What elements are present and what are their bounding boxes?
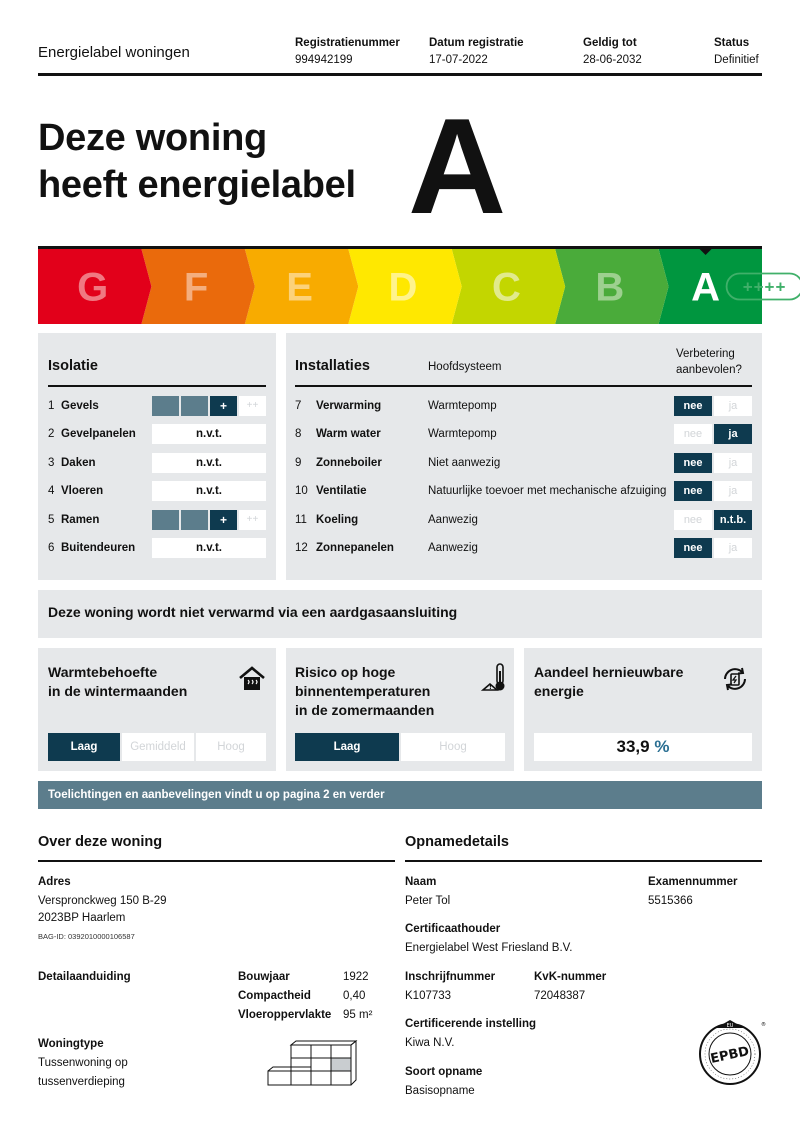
row-number: 5 [48,514,55,526]
row-number: 12 [295,542,308,554]
svg-text:EU: EU [726,1023,734,1029]
advice-yes: n.t.b. [714,510,752,530]
row-number: 11 [295,514,307,526]
rating-step-2 [181,510,208,530]
risico-title: Risico op hoge binnentemperaturen in de zomermaanden [295,664,435,718]
row-label: Daken [61,457,96,469]
isolatie-row-vloeren [48,481,103,501]
hernieuwbaar-title: Aandeel hernieuwbare energie [534,664,684,699]
isolatie-row-gevelpanelen [48,424,136,444]
compactheid-value: 0,40 [343,990,366,1002]
compactheid-label: Compactheid [238,990,311,1002]
energy-scale-graphic [38,246,787,324]
scale-letter-a: A [691,265,721,310]
hero-heading: Deze woning heeft energielabel [38,117,356,206]
woningtype-line-1: Tussenwoning op [38,1057,128,1069]
certificaathouder-label: Certificaathouder [405,923,501,935]
isolatie-value: n.v.t. [152,538,266,558]
row-number: 3 [48,457,55,469]
advice-no: nee [674,453,712,473]
advice-yes: ja [714,396,752,416]
row-number: 7 [295,400,302,412]
soort-value: Basisopname [405,1085,475,1097]
valid-until: Geldig tot 28-06-2032 [583,37,642,66]
advice-yes: ja [714,453,752,473]
woningtype-label: Woningtype [38,1038,104,1050]
isolatie-rating [152,510,266,530]
bag-id: BAG-ID: 0392010000106587 [38,932,135,941]
installaties-rule [295,385,752,387]
adres-line-1: Verspronckweg 150 B-29 [38,895,167,907]
certificaathouder-value: Energielabel West Friesland B.V. [405,942,573,954]
row-number: 9 [295,457,302,469]
row-label: Ramen [61,514,100,526]
advice-yes: ja [714,481,752,501]
row-label: Zonnepanelen [316,542,394,554]
naam-label: Naam [405,876,437,888]
isolatie-value: n.v.t. [152,481,266,501]
rating-step-3: + [210,510,237,530]
rating-step-1 [152,396,179,416]
inschrijfnummer-value: K107733 [405,990,452,1002]
row-number: 6 [48,542,55,554]
hoofdsysteem-value: Natuurlijke toevoer met mechanische afzuiging [428,485,667,497]
oppervlakte-label: Vloeroppervlakte [238,1009,332,1021]
energy-label-scale [38,246,787,324]
installatie-row-ventilatie [295,481,367,501]
renewable-share-value: 33,9 % [534,733,752,761]
rating-step-3: + [210,396,237,416]
document-header [38,36,762,76]
row-label: Buitendeuren [61,542,136,554]
installatie-row-zonneboiler [295,453,382,473]
adres-line-2: 2023BP Haarlem [38,912,126,924]
advice-toggle [674,538,752,558]
isolatie-rating [152,396,266,416]
row-label: Verwarming [316,400,382,412]
hoofdsysteem-value: Niet aanwezig [428,457,501,469]
installatie-row-koeling [295,510,358,530]
energy-label-letter: A [408,90,507,242]
advice-no: nee [674,396,712,416]
oppervlakte-value: 95 m² [343,1009,373,1021]
row-number: 4 [48,485,55,497]
renewable-cycle-icon [720,664,750,699]
scale-top-line [38,246,762,249]
row-number: 8 [295,428,302,440]
risico-scale [295,733,505,761]
isolatie-row-daken [48,453,96,473]
row-label: Gevels [61,400,99,412]
level-hoog: Hoog [401,733,505,761]
installatie-row-verwarming [295,396,381,416]
hoofdsysteem-value: Aanwezig [428,542,478,554]
advice-no: nee [674,538,712,558]
isolatie-rule [48,385,266,387]
gas-statement: Deze woning wordt niet verwarmd via een aardgasaansluiting [48,604,458,620]
installatie-row-warm-water [295,424,381,444]
row-number: 2 [48,428,55,440]
level-hoog: Hoog [196,733,266,761]
level-gemiddeld: Gemiddeld [122,733,194,761]
row-number: 1 [48,400,55,412]
instelling-label: Certificerende instelling [405,1018,537,1030]
row-label: Zonneboiler [316,457,382,469]
scale-letter-g: G [77,265,109,310]
info-bar: Toelichtingen en aanbevelingen vindt u op pagina 2 en verder [38,781,762,809]
inschrijfnummer-label: Inschrijfnummer [405,971,496,983]
bouwjaar-value: 1922 [343,971,369,983]
examennummer-label: Examennummer [648,876,738,888]
examennummer-value: 5515366 [648,895,693,907]
advice-toggle [674,510,752,530]
row-label: Ventilatie [316,485,367,497]
hoofdsysteem-value: Warmtepomp [428,428,497,440]
advice-toggle [674,453,752,473]
advice-yes: ja [714,538,752,558]
isolatie-row-buitendeuren [48,538,135,558]
scale-letter-c: C [491,265,521,310]
advice-no: nee [674,481,712,501]
isolatie-row-ramen [48,510,99,530]
registration-number: Registratienummer 994942199 [295,37,400,66]
hoofdsysteem-value: Aanwezig [428,514,478,526]
instelling-value: Kiwa N.V. [405,1037,455,1049]
isolatie-value: n.v.t. [152,453,266,473]
advice-toggle [674,424,752,444]
advice-toggle [674,396,752,416]
svg-text:!: ! [489,684,492,691]
scale-letter-e: E [286,265,313,310]
status: Status Definitief [714,37,759,66]
woningtype-line-2: tussenverdieping [38,1076,125,1088]
kvk-value: 72048387 [534,990,586,1002]
opname-title: Opnamedetails [405,834,509,850]
hoofdsysteem-value: Warmtepomp [428,400,497,412]
thermometer-warning-icon [482,662,508,697]
warmtebehoefte-title: Warmtebehoefte in de wintermaanden [48,664,188,699]
hoofdsysteem-header: Hoofdsysteem [428,361,502,373]
row-number: 10 [295,485,308,497]
scale-letter-b: B [595,265,625,310]
kvk-label: KvK-nummer [534,971,607,983]
opname-rule [405,860,762,862]
level-laag: Laag [48,733,120,761]
rating-step-1 [152,510,179,530]
advice-no: nee [674,510,712,530]
installatie-row-zonnepanelen [295,538,394,558]
soort-label: Soort opname [405,1066,483,1078]
row-label: Warm water [316,428,381,440]
building-icon [266,1040,358,1095]
registration-date: Datum registratie 17-07-2022 [429,37,524,66]
detail-label: Detailaanduiding [38,971,131,983]
plus-indicator-text: ++++ [742,277,787,297]
scale-letter-f: F [183,265,209,310]
bouwjaar-label: Bouwjaar [238,971,290,983]
epbd-seal-icon [694,1016,766,1093]
advice-no: nee [674,424,712,444]
row-label: Vloeren [61,485,104,497]
rating-step-4: ++ [239,510,266,530]
naam-value: Peter Tol [405,895,451,907]
row-label: Gevelpanelen [61,428,136,440]
document-title: Energielabel woningen [38,44,190,61]
scale-letter-d: D [388,265,418,310]
isolatie-title: Isolatie [48,358,98,374]
woning-rule [38,860,395,862]
svg-text:EPBD: EPBD [709,1044,751,1067]
woning-title: Over deze woning [38,834,163,850]
house-heat-icon [238,666,266,697]
isolatie-value: n.v.t. [152,424,266,444]
row-label: Koeling [316,514,359,526]
warmte-scale [48,733,266,761]
isolatie-row-gevels [48,396,99,416]
rating-step-2 [181,396,208,416]
advice-yes: ja [714,424,752,444]
level-laag: Laag [295,733,399,761]
adres-label: Adres [38,876,71,888]
rating-step-4: ++ [239,396,266,416]
advice-header: Verbetering aanbevolen? [676,348,742,376]
svg-text:®: ® [761,1022,766,1028]
installaties-title: Installaties [295,358,370,374]
advice-toggle [674,481,752,501]
